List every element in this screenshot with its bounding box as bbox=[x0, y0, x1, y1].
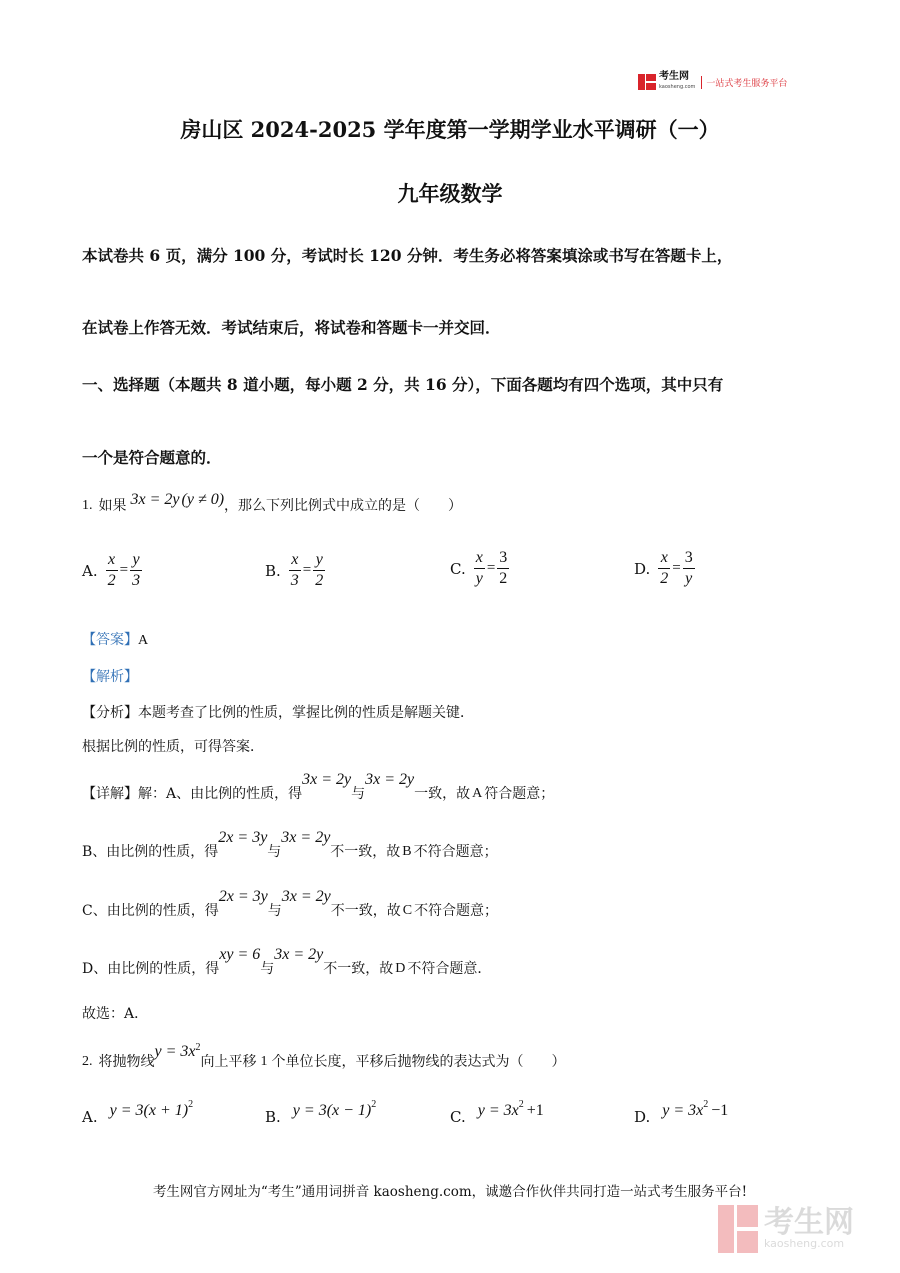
equation: 3x = 2y bbox=[274, 946, 324, 963]
equation: 3x = 2y bbox=[365, 771, 415, 788]
brand-name: 考生网 bbox=[659, 71, 689, 82]
detail-text: D、由比例的性质，得 bbox=[82, 961, 220, 977]
question-2-stem bbox=[82, 1040, 566, 1072]
detail-text: 不一致，故 bbox=[323, 961, 394, 977]
question-text: 个单位长度，平移后抛物线的表达式为（ ） bbox=[271, 1054, 566, 1070]
detail-text: 与 bbox=[260, 961, 275, 977]
question-number: 1. bbox=[82, 498, 93, 513]
fenxi-text: 本题考查了比例的性质，掌握比例的性质是解题关键． bbox=[138, 705, 474, 721]
option-c[interactable]: C. $\frac{x}{y}$ = $\frac{3}{2}$ bbox=[450, 549, 508, 587]
analysis-tag: 【解析】 bbox=[82, 669, 138, 685]
option-a[interactable]: A. $\frac{x}{2}$ = $\frac{y}{3}$ bbox=[82, 551, 141, 589]
exponent: 2 bbox=[188, 1099, 194, 1110]
question-text: ，那么下列比例式中成立的是（ ） bbox=[224, 498, 463, 514]
page-subtitle: 九年级数学 bbox=[397, 181, 503, 206]
q2-option-c[interactable] bbox=[450, 1100, 544, 1126]
section-heading-line-2: 一个是符合题意的． bbox=[82, 448, 222, 467]
equation: (x + 1) bbox=[143, 1102, 189, 1119]
question-1-stem bbox=[82, 491, 463, 516]
fraction: $\frac{y}{3}$ bbox=[132, 551, 141, 589]
fraction: $\frac{x}{2}$ bbox=[660, 549, 669, 587]
answer-tag: 【答案】 bbox=[82, 632, 138, 648]
detail-d bbox=[82, 943, 491, 979]
fenxi-line-2: 根据比例的性质，可得答案． bbox=[82, 739, 264, 755]
option-label: C. bbox=[450, 1108, 466, 1126]
fraction: $\frac{3}{2}$ bbox=[499, 549, 508, 587]
detail-b bbox=[82, 826, 498, 862]
detail-text: 符合题意； bbox=[484, 786, 555, 802]
option-label: B. bbox=[265, 1108, 281, 1126]
detail-text: 解：A、由比例的性质，得 bbox=[138, 786, 303, 802]
exponent: 2 bbox=[518, 1099, 524, 1110]
watermark-domain: kaosheng.com bbox=[764, 1237, 845, 1250]
equation: y = 3x bbox=[477, 1102, 519, 1119]
fraction: $\frac{x}{3}$ bbox=[290, 551, 299, 589]
choose-line: 故选：A． bbox=[82, 1006, 149, 1022]
equation: 3x = 2y bbox=[281, 888, 331, 905]
detail-text: 一致，故 bbox=[414, 786, 471, 802]
equation: (x − 1) bbox=[326, 1102, 372, 1119]
watermark-name: 考生网 bbox=[764, 1205, 854, 1240]
fenxi-tag: 【分析】 bbox=[82, 705, 138, 721]
condition-paren: (y ≠ 0) bbox=[181, 491, 225, 508]
equation: 2x = 3y bbox=[218, 829, 268, 846]
detail-text: 与 bbox=[267, 844, 282, 860]
detail-text: 不符合题意． bbox=[407, 961, 492, 977]
question-text: 将抛物线 bbox=[98, 1054, 155, 1070]
equation: 3x = 2y bbox=[302, 771, 352, 788]
detail-text: 与 bbox=[351, 786, 366, 802]
brand-slogan: 一站式考生服务平台 bbox=[701, 76, 787, 89]
question-text: 向上平移 bbox=[200, 1054, 257, 1070]
equation: y = 3 bbox=[109, 1102, 144, 1119]
detail-tag: 【详解】 bbox=[82, 786, 138, 802]
brand-domain: kaosheng.com bbox=[659, 84, 696, 90]
fraction: $\frac{y}{2}$ bbox=[315, 551, 324, 589]
section-heading-line-1: 一、选择题（本题共 8 道小题，每小题 2 分，共 16 分），下面各题均有四个选项，其中只有 bbox=[82, 375, 724, 394]
instructions-line-1: 本试卷共 6 页，满分 100 分，考试时长 120 分钟．考生务必将答案填涂或书写在答题卡上， bbox=[82, 246, 733, 265]
brand-logo bbox=[638, 72, 787, 92]
equation: y = 3 bbox=[292, 1102, 327, 1119]
q2-option-d[interactable] bbox=[634, 1100, 728, 1126]
option-letter: B bbox=[402, 844, 412, 859]
option-label: C. bbox=[450, 559, 466, 578]
question-number: 2. bbox=[82, 1054, 93, 1069]
question-text: 如果 bbox=[98, 498, 127, 514]
detail-c bbox=[82, 885, 498, 921]
equation: +1 bbox=[526, 1102, 544, 1119]
fenxi-line bbox=[82, 703, 474, 723]
option-label: D. bbox=[634, 1108, 651, 1126]
fraction: $\frac{x}{2}$ bbox=[107, 551, 116, 589]
exponent: 2 bbox=[371, 1099, 377, 1110]
condition-equation: 3x = 2y bbox=[130, 491, 180, 508]
option-label: D. bbox=[634, 559, 651, 578]
equation: xy = 6 bbox=[219, 946, 261, 963]
equation: y = 3x bbox=[154, 1043, 196, 1060]
answer-value: A bbox=[138, 633, 149, 648]
option-label: A. bbox=[82, 1108, 98, 1126]
option-label: A. bbox=[82, 561, 98, 580]
detail-text: 不一致，故 bbox=[330, 844, 401, 860]
kaosheng-watermark-icon bbox=[718, 1205, 758, 1253]
q2-option-a[interactable] bbox=[82, 1100, 193, 1126]
option-b[interactable]: B. $\frac{x}{3}$ = $\frac{y}{2}$ bbox=[265, 551, 324, 589]
fraction: $\frac{x}{y}$ bbox=[475, 549, 483, 587]
detail-text: C、由比例的性质，得 bbox=[82, 903, 219, 919]
exponent: 2 bbox=[703, 1099, 709, 1110]
detail-text: 不符合题意； bbox=[414, 903, 499, 919]
equation: 3x = 2y bbox=[281, 829, 331, 846]
option-d[interactable]: D. $\frac{x}{2}$ = $\frac{3}{y}$ bbox=[634, 549, 693, 587]
number: 1 bbox=[260, 1054, 268, 1069]
q2-option-b[interactable] bbox=[265, 1100, 376, 1126]
footer-text: 考生网官方网址为“考生”通用词拼音 kaosheng.com，诚邀合作伙伴共同打造一站式考生服务平台! bbox=[152, 1184, 748, 1200]
instructions-line-2: 在试卷上作答无效．考试结束后，将试卷和答题卡一并交回． bbox=[82, 318, 501, 337]
page-title: 房山区 2024-2025 学年度第一学期学业水平调研（一） bbox=[180, 117, 720, 142]
option-letter: C bbox=[402, 903, 413, 918]
watermark bbox=[718, 1205, 854, 1253]
option-letter: A bbox=[472, 786, 483, 801]
answer-line bbox=[82, 630, 148, 651]
kaosheng-logo-icon bbox=[638, 74, 656, 90]
exponent: 2 bbox=[195, 1042, 201, 1053]
detail-text: 与 bbox=[267, 903, 282, 919]
equation: −1 bbox=[711, 1102, 729, 1119]
equation: 2x = 3y bbox=[218, 888, 268, 905]
option-letter: D bbox=[395, 961, 406, 976]
fraction: $\frac{3}{y}$ bbox=[684, 549, 693, 587]
equation: y = 3x bbox=[662, 1102, 704, 1119]
detail-text: 不一致，故 bbox=[330, 903, 401, 919]
detail-a bbox=[82, 768, 554, 804]
option-label: B. bbox=[265, 561, 281, 580]
detail-text: B、由比例的性质，得 bbox=[82, 844, 219, 860]
detail-text: 不符合题意； bbox=[413, 844, 498, 860]
